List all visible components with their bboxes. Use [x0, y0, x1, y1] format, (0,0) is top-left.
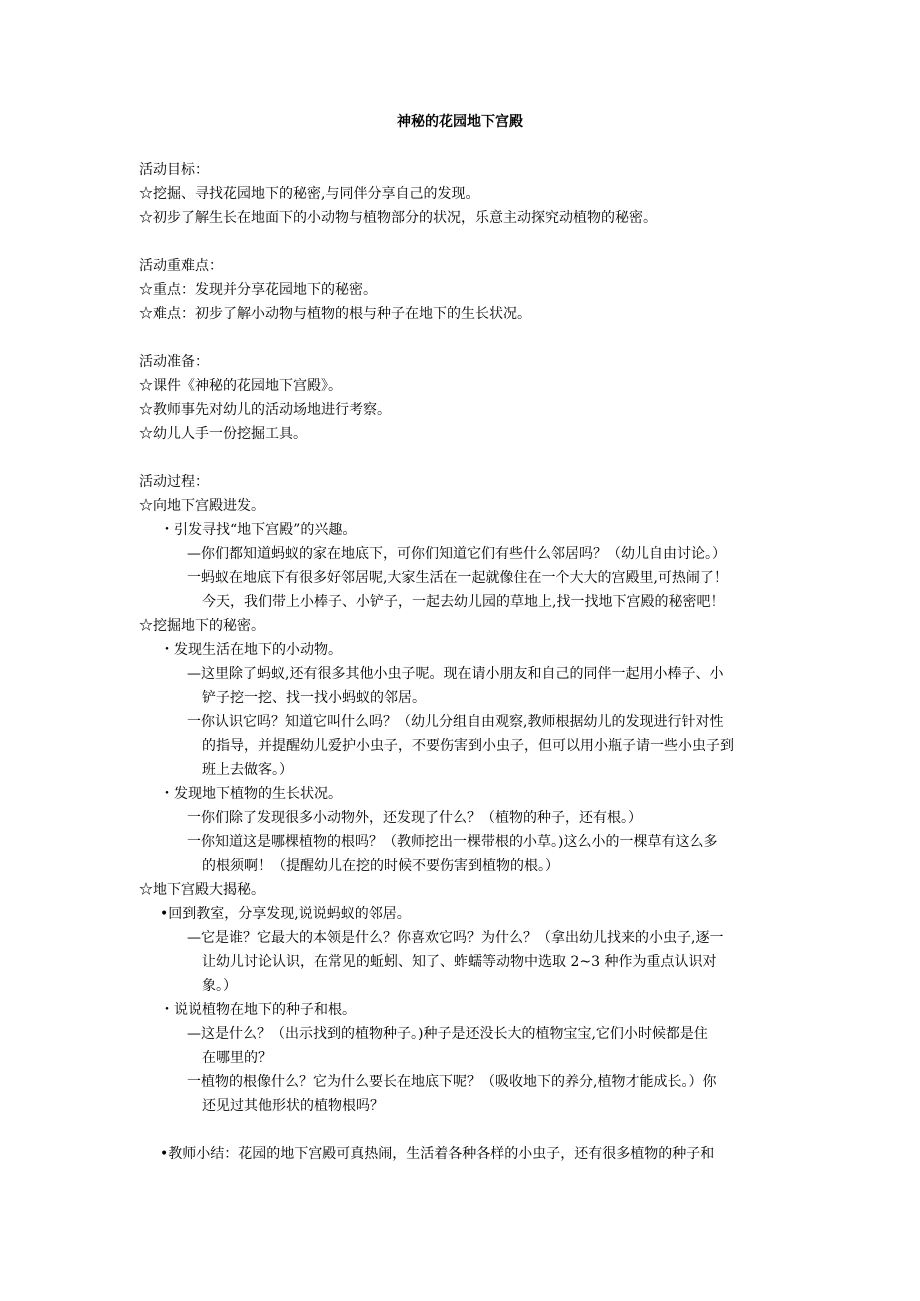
dialogue-line: 一植物的根像什么？它为什么要长在地底下呢？（吸收地下的养分,植物才能成长。）你 — [187, 1074, 717, 1090]
dialogue-line: —它是谁？它最大的本领是什么？你喜欢它吗？为什么？（拿出幼儿找来的小虫子,逐一 — [187, 930, 724, 946]
process-substep: ・引发寻找“地下宫殿”的兴趣。 — [160, 522, 357, 538]
preparation-item: ☆教师事先对幼儿的活动场地进行考察。 — [139, 402, 391, 418]
process-substep: ・发现地下植物的生长状况。 — [160, 786, 342, 802]
section-heading-process: 活动过程： — [139, 474, 209, 490]
section-heading-key-points: 活动重难点： — [139, 258, 223, 274]
dialogue-line-continued: 象。） — [202, 978, 237, 994]
dialogue-line: 一你知道这是哪棵植物的根吗？（教师挖出一棵带根的小草。)这么小的一棵草有这么多 — [187, 834, 718, 850]
process-substep: •回到教室，分享发现,说说蚂蚁的邻居。 — [160, 906, 411, 922]
dialogue-line-continued: 让幼儿讨论认识，在常见的蚯蚓、知了、蚱蠕等动物中选取 2~3 种作为重点认识对 — [202, 954, 717, 970]
dialogue-line-continued: 在哪里的？ — [202, 1050, 272, 1066]
process-substep: ・说说植物在地下的种子和根。 — [160, 1002, 356, 1018]
key-point-item: ☆难点：初步了解小动物与植物的根与种子在地下的生长状况。 — [139, 306, 531, 322]
teacher-summary: •教师小结：花园的地下宫殿可真热闹，生活着各种各样的小虫子，还有很多植物的种子和 — [160, 1146, 715, 1162]
key-point-item: ☆重点：发现并分享花园地下的秘密。 — [139, 282, 377, 298]
dialogue-line: —这里除了蚂蚁,还有很多其他小虫子呢。现在请小朋友和自己的同伴一起用小棒子、小 — [187, 666, 724, 682]
dialogue-line: —这是什么？（出示找到的植物种子。)种子是还没长大的植物宝宝,它们小时候都是住 — [187, 1026, 708, 1042]
preparation-item: ☆幼儿人手一份挖掘工具。 — [139, 426, 307, 442]
process-substep: ・发现生活在地下的小动物。 — [160, 642, 342, 658]
dialogue-line: 一你认识它吗？知道它叫什么吗？（幼儿分组自由观察,教师根据幼儿的发现进行针对性 — [187, 714, 724, 730]
document-title: 神秘的花园地下宫殿 — [397, 114, 523, 130]
section-heading-preparation: 活动准备： — [139, 354, 209, 370]
preparation-item: ☆课件《神秘的花园地下宫殿》。 — [139, 378, 342, 394]
dialogue-line-continued: 还见过其他形状的植物根吗？ — [202, 1098, 384, 1114]
dialogue-line: —你们都知道蚂蚁的家在地底下，可你们知道它们有些什么邻居吗？（幼儿自由讨论。） — [187, 546, 726, 562]
dialogue-line: 一你们除了发现很多小动物外，还发现了什么？（植物的种子，还有根。） — [187, 810, 642, 826]
section-heading-goals: 活动目标： — [139, 162, 209, 178]
process-step: ☆挖掘地下的秘密。 — [139, 618, 265, 634]
dialogue-line: 一蚂蚁在地底下有很多好邻居呢,大家生活在一起就像住在一个大大的宫殿里,可热闹了！ — [187, 570, 728, 586]
dialogue-line-continued: 的根须啊！（提醒幼儿在挖的时候不要伤害到植物的根。） — [202, 858, 559, 874]
process-step: ☆地下宫殿大揭秘。 — [139, 882, 265, 898]
dialogue-line-continued: 今天，我们带上小棒子、小铲子，一起去幼儿园的草地上,找一找地下宫殿的秘密吧！ — [202, 594, 725, 610]
dialogue-line-continued: 班上去做客。） — [202, 762, 293, 778]
goal-item: ☆挖掘、寻找花园地下的秘密,与同伴分享自己的发现。 — [139, 186, 480, 202]
goal-item: ☆初步了解生长在地面下的小动物与植物部分的状况，乐意主动探究动植物的秘密。 — [139, 210, 657, 226]
dialogue-line-continued: 铲子挖一挖、找一找小蚂蚁的邻居。 — [202, 690, 426, 706]
process-step: ☆向地下宫殿进发。 — [139, 498, 265, 514]
dialogue-line-continued: 的指导，并提醒幼儿爱护小虫子，不要伤害到小虫子，但可以用小瓶子请一些小虫子到 — [202, 738, 734, 754]
